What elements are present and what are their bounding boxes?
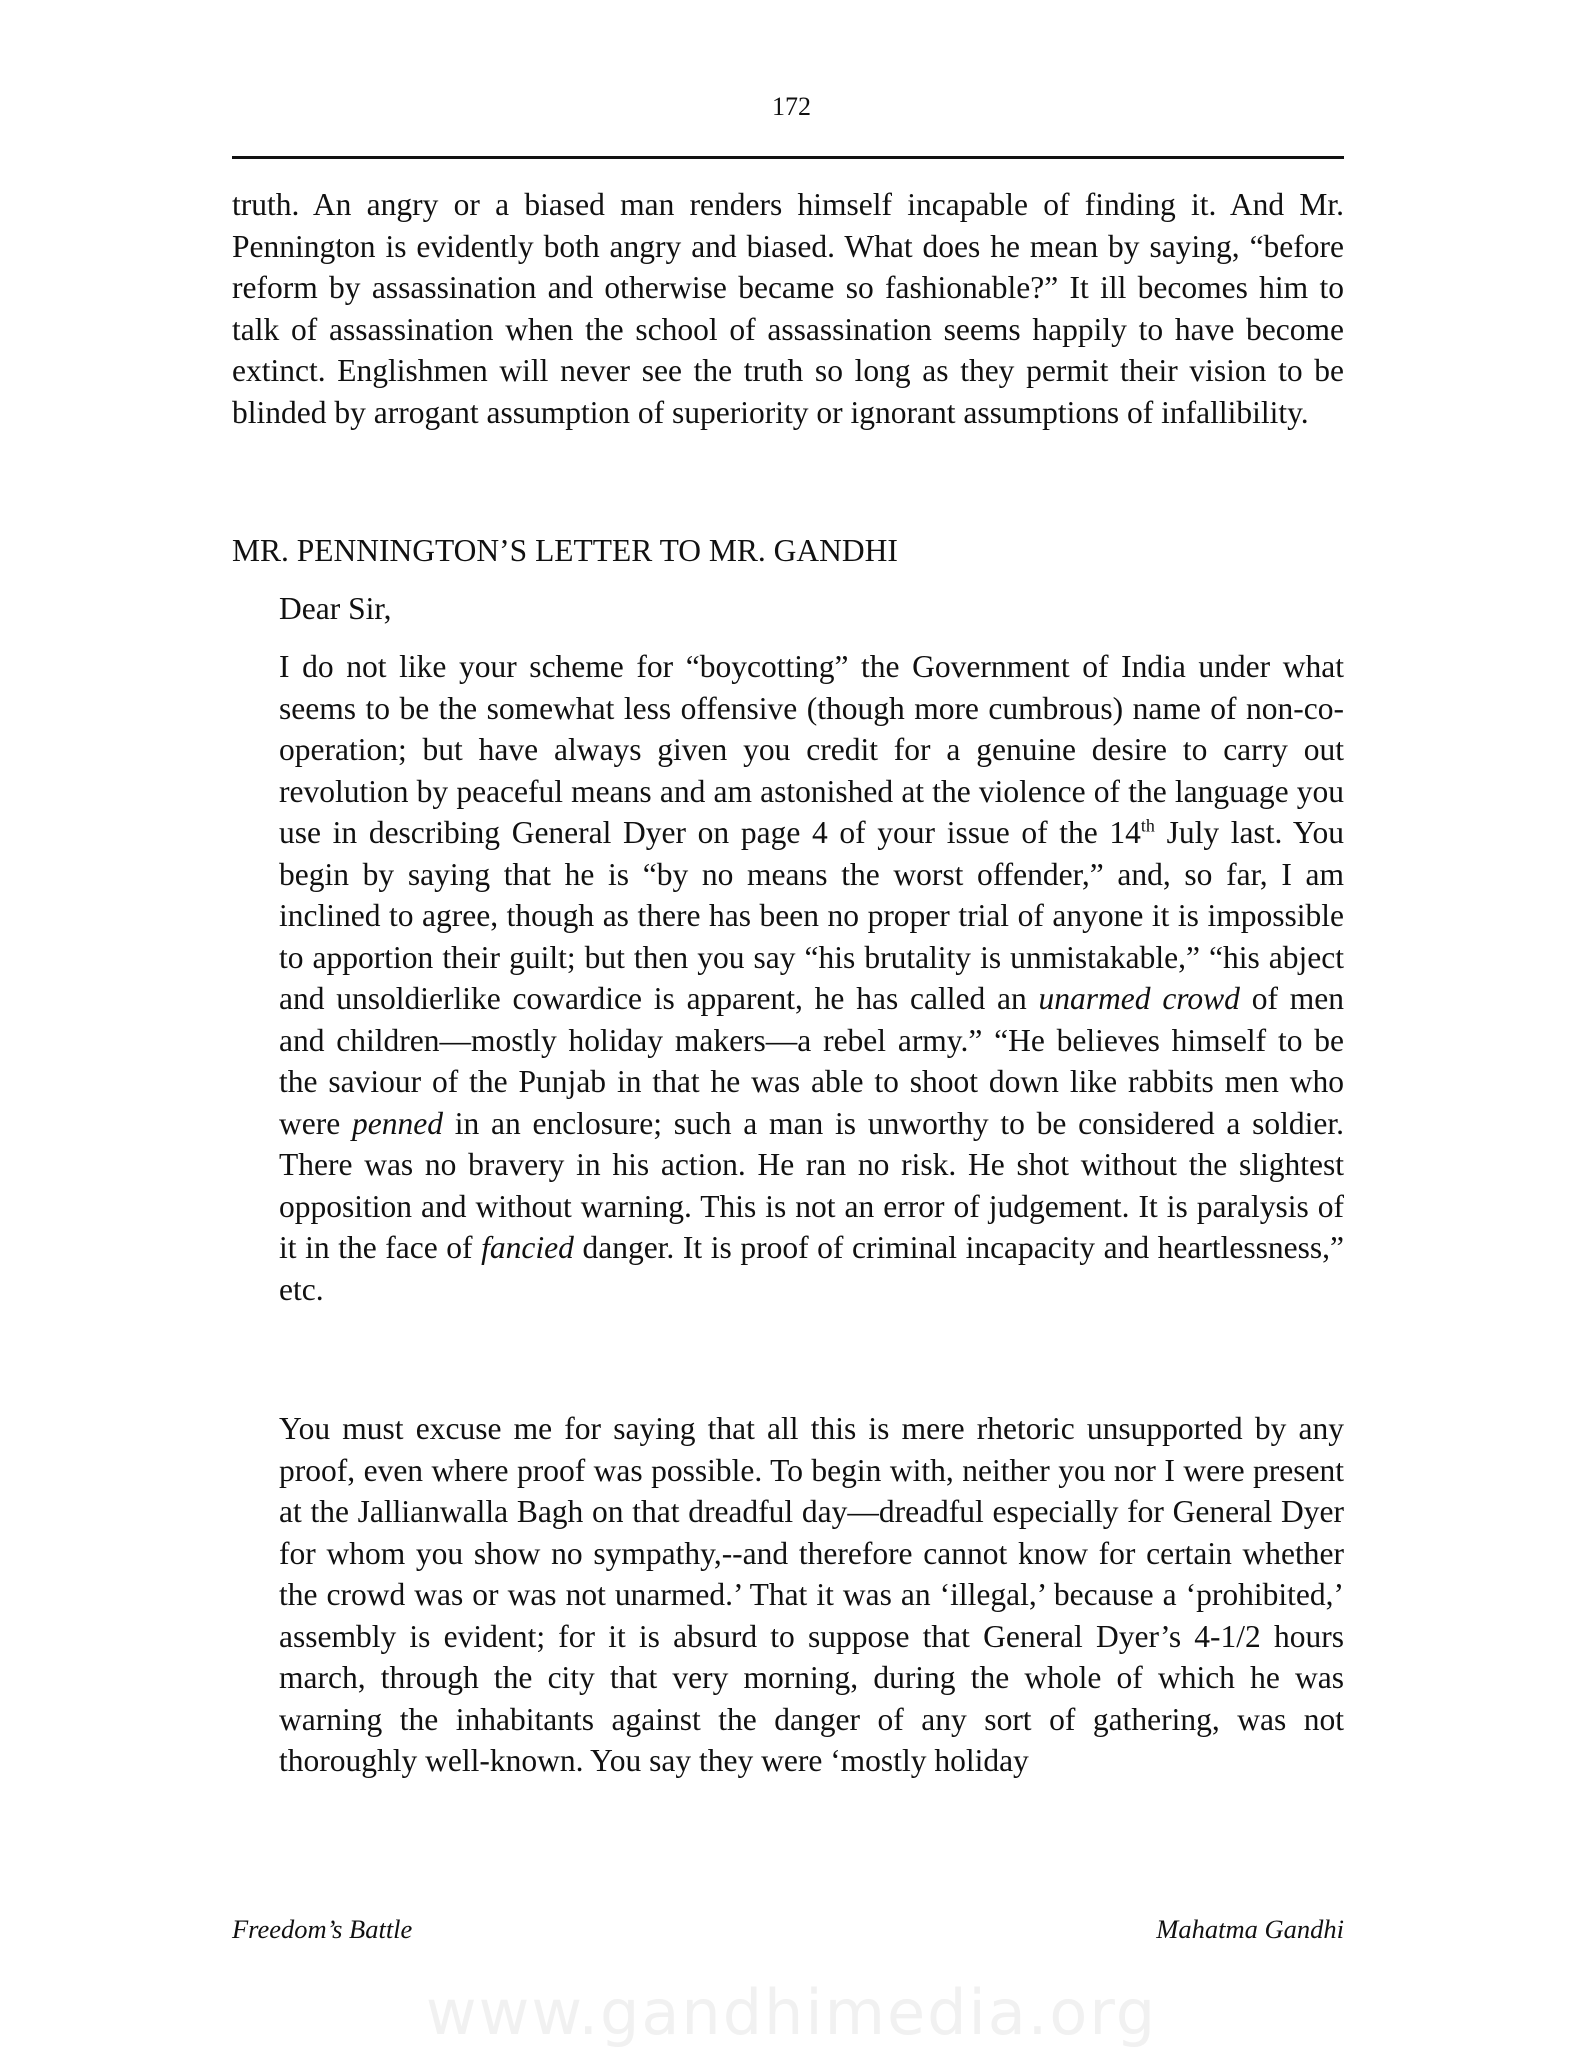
letter-paragraph-2: You must excuse me for saying that all this is mere rhetoric unsupported by any proof, even where proof was possible. To begin with, neither you nor I were present at the Jallianwalla Bagh on that dreadful day—dreadful especially for General Dyer for whom you show no sympathy,--and therefore cannot know for certain whether the crowd was or was not unarmed.’ That it was an ‘illegal,’ because a ‘prohibited,’ assembly is evident; for it is absurd to suppose that General Dyer’s 4-1/2 hours march, through the city that very morning, during the whole of which he was warning the inhabitants against the danger of any sort of gathering, was not thoroughly well-known. You say they were ‘mostly holiday bbox=[279, 1411, 1344, 1778]
letter-p1-text-a: I do not like your scheme for “boycotting” the Government of India under what seems to be the somewhat less offensive (though more cumbrous) name of non-co-operation; but have always given you credit for a genuine desire to carry out revolution by peaceful means and am astonished at the violence of the language you use in describing General Dyer on page 4 of your issue of the 14 bbox=[279, 649, 1344, 850]
letter-p1-superscript: th bbox=[1140, 815, 1155, 836]
page-number: 172 bbox=[772, 92, 811, 121]
letter-p1-text-b: July last. You begin by saying that he is “by no means the worst offender,” and, so far, I am inclined to agree, though as there has been no proper trial of anyone it is impossible to apportion their guilt; but then you say “his brutality is unmistakable,” “his abject and unsoldierlike cowardice is apparent, he has called an bbox=[279, 815, 1344, 1016]
intro-paragraph: truth. An angry or a biased man renders himself incapable of finding it. And Mr. Pennington is evidently both angry and biased. What does he mean by saying, “before reform by assassination and otherwise became so fashionable?” It ill becomes him to talk of assassination when the school of assassination seems happily to have become extinct. Englishmen will never see the truth so long as they permit their vision to be blinded by arrogant assumption of superiority or ignorant assumptions of infallibility. bbox=[232, 187, 1344, 430]
letter-paragraph-1 bbox=[279, 646, 1344, 1310]
letter-salutation: Dear Sir, bbox=[279, 591, 392, 626]
section-heading: MR. PENNINGTON’S LETTER TO MR. GANDHI bbox=[232, 533, 898, 568]
letter-p1-text-e: danger. It is proof of criminal incapacity and heartlessness,” etc. bbox=[279, 1230, 1344, 1307]
header-rule bbox=[232, 156, 1344, 159]
letter-p1-text-c: of men and children—mostly holiday makers—a rebel army.” “He believes himself to be the saviour of the Punjab in that he was able to shoot down like rabbits men who were bbox=[279, 981, 1344, 1141]
letter-p1-italic-2: penned bbox=[351, 1105, 443, 1141]
footer-author: Mahatma Gandhi bbox=[1156, 1914, 1344, 1944]
letter-p1-italic-1: unarmed crowd bbox=[1038, 981, 1240, 1016]
letter-p1-italic-3: fancied bbox=[481, 1230, 574, 1265]
letter-p1-text-d: in an enclosure; such a man is unworthy to be considered a soldier. There was no bravery in his action. He ran no risk. He shot without the slightest opposition and without warning. This is not an error of judgement. It is paralysis of it in the face of bbox=[279, 1105, 1344, 1265]
watermark: www.gandhimedia.org bbox=[425, 1976, 1158, 2049]
footer-book-title: Freedom’s Battle bbox=[232, 1914, 413, 1944]
